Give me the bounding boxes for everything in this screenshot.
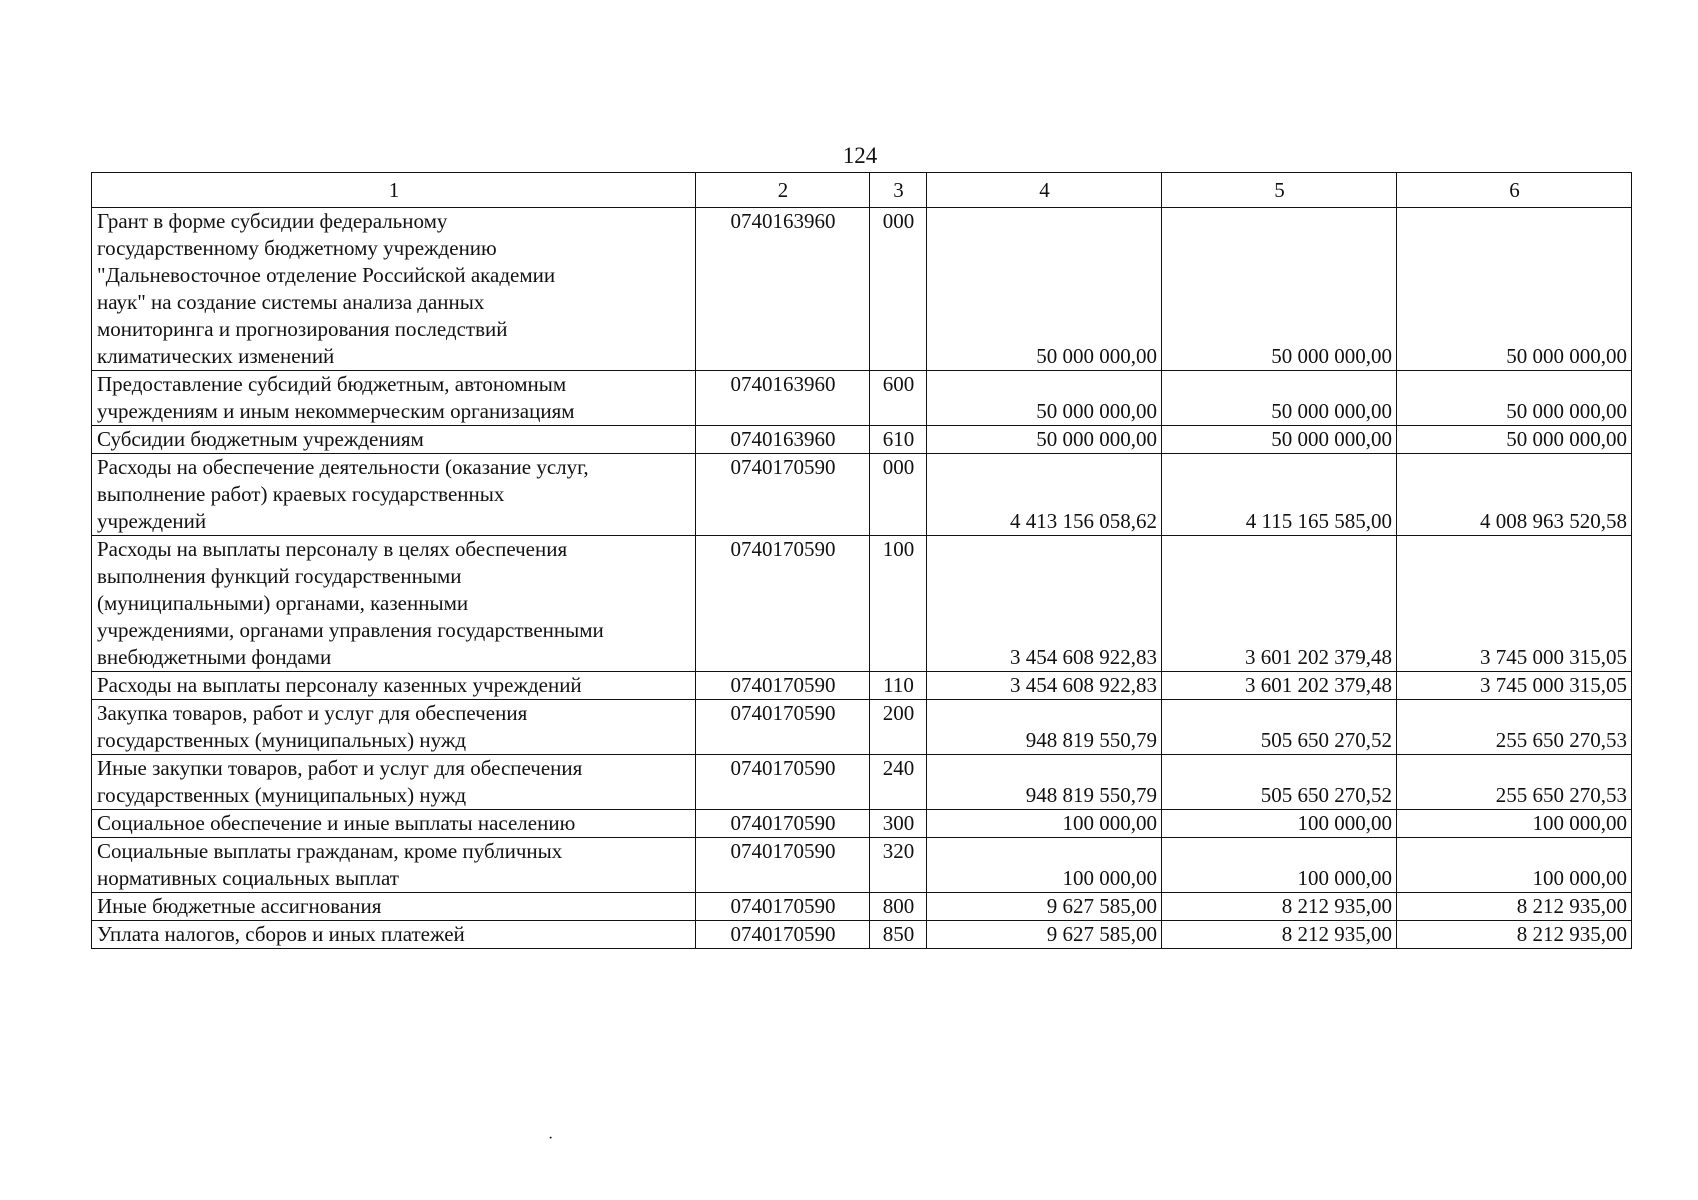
- header-cell-6: 6: [1397, 173, 1632, 208]
- expense-name-line: Социальные выплаты гражданам, кроме публичных: [97, 839, 563, 863]
- expense-name-line: Социальное обеспечение и иные выплаты населению: [97, 811, 576, 835]
- target-article-code: 0740163960: [696, 426, 870, 454]
- expense-name-line: Расходы на обеспечение деятельности (оказание услуг,: [97, 455, 589, 479]
- amount-year-3: 50 000 000,00: [1397, 371, 1632, 426]
- expense-name-line: "Дальневосточное отделение Российской академии: [97, 263, 556, 287]
- amount-year-2: 50 000 000,00: [1162, 208, 1397, 371]
- amount-year-2: 3 601 202 379,48: [1162, 672, 1397, 700]
- expense-name: [92, 838, 696, 893]
- expense-name-line: учреждениям и иным некоммерческим организациям: [97, 399, 575, 423]
- table-row: [92, 454, 1632, 536]
- amount-year-2: 8 212 935,00: [1162, 921, 1397, 949]
- expense-type-code: 200: [870, 700, 927, 755]
- expense-name-line: учреждений: [97, 509, 207, 533]
- amount-year-2: 50 000 000,00: [1162, 371, 1397, 426]
- amount-year-1: 4 413 156 058,62: [927, 454, 1162, 536]
- target-article-code: 0740163960: [696, 371, 870, 426]
- expense-name-line: Грант в форме субсидии федеральному: [97, 209, 448, 233]
- expense-name: [92, 426, 696, 454]
- amount-year-1: 3 454 608 922,83: [927, 672, 1162, 700]
- expense-name: [92, 893, 696, 921]
- expense-type-code: 850: [870, 921, 927, 949]
- stray-dot: ·: [548, 1130, 554, 1147]
- expense-type-code: 000: [870, 454, 927, 536]
- table-row: [92, 838, 1632, 893]
- table-row: [92, 536, 1632, 672]
- amount-year-1: 50 000 000,00: [927, 426, 1162, 454]
- amount-year-2: 100 000,00: [1162, 838, 1397, 893]
- expense-name-line: мониторинга и прогнозирования последствий: [97, 317, 508, 341]
- budget-table-body: [92, 173, 1632, 949]
- expense-name-line: нормативных социальных выплат: [97, 866, 399, 890]
- expense-name: [92, 536, 696, 672]
- expense-name-line: (муниципальными) органами, казенными: [97, 591, 469, 615]
- amount-year-1: 9 627 585,00: [927, 921, 1162, 949]
- expense-name-line: Иные закупки товаров, работ и услуг для обеспечения: [97, 756, 583, 780]
- amount-year-3: 100 000,00: [1397, 838, 1632, 893]
- expense-name: [92, 700, 696, 755]
- expense-type-code: 600: [870, 371, 927, 426]
- expense-type-code: 110: [870, 672, 927, 700]
- table-row: [92, 810, 1632, 838]
- expense-name: [92, 810, 696, 838]
- header-cell-2: 2: [696, 173, 870, 208]
- amount-year-1: 100 000,00: [927, 838, 1162, 893]
- header-cell-5: 5: [1162, 173, 1397, 208]
- expense-type-code: 320: [870, 838, 927, 893]
- table-row: [92, 893, 1632, 921]
- amount-year-3: 4 008 963 520,58: [1397, 454, 1632, 536]
- amount-year-2: 3 601 202 379,48: [1162, 536, 1397, 672]
- expense-name-line: выполнения функций государственными: [97, 564, 462, 588]
- target-article-code: 0740170590: [696, 454, 870, 536]
- table-row: [92, 426, 1632, 454]
- header-cell-4: 4: [927, 173, 1162, 208]
- target-article-code: 0740170590: [696, 810, 870, 838]
- target-article-code: 0740170590: [696, 700, 870, 755]
- expense-name-line: Субсидии бюджетным учреждениям: [97, 427, 424, 451]
- amount-year-2: 4 115 165 585,00: [1162, 454, 1397, 536]
- expense-name: [92, 208, 696, 371]
- expense-name-line: государственных (муниципальных) нужд: [97, 783, 467, 807]
- table-row: [92, 672, 1632, 700]
- expense-name-line: учреждениями, органами управления государственными: [97, 618, 604, 642]
- expense-type-code: 300: [870, 810, 927, 838]
- expense-name-line: наук" на создание системы анализа данных: [97, 290, 485, 314]
- amount-year-1: 948 819 550,79: [927, 755, 1162, 810]
- target-article-code: 0740170590: [696, 921, 870, 949]
- amount-year-2: 50 000 000,00: [1162, 426, 1397, 454]
- expense-name-line: Закупка товаров, работ и услуг для обеспечения: [97, 701, 528, 725]
- expense-name: [92, 921, 696, 949]
- target-article-code: 0740170590: [696, 536, 870, 672]
- amount-year-2: 100 000,00: [1162, 810, 1397, 838]
- expense-name-line: Предоставление субсидий бюджетным, автономным: [97, 372, 567, 396]
- page-number: 124: [842, 143, 878, 168]
- target-article-code: 0740170590: [696, 672, 870, 700]
- header-row: [92, 173, 1632, 208]
- target-article-code: 0740170590: [696, 893, 870, 921]
- amount-year-3: 3 745 000 315,05: [1397, 536, 1632, 672]
- amount-year-1: 3 454 608 922,83: [927, 536, 1162, 672]
- target-article-code: 0740163960: [696, 208, 870, 371]
- amount-year-3: 255 650 270,53: [1397, 700, 1632, 755]
- table-row: [92, 700, 1632, 755]
- amount-year-3: 50 000 000,00: [1397, 208, 1632, 371]
- amount-year-1: 50 000 000,00: [927, 371, 1162, 426]
- amount-year-3: 255 650 270,53: [1397, 755, 1632, 810]
- amount-year-3: 3 745 000 315,05: [1397, 672, 1632, 700]
- expense-name-line: государственному бюджетному учреждению: [97, 236, 497, 260]
- amount-year-1: 50 000 000,00: [927, 208, 1162, 371]
- expense-name-line: выполнение работ) краевых государственных: [97, 482, 505, 506]
- table-row: [92, 921, 1632, 949]
- amount-year-2: 8 212 935,00: [1162, 893, 1397, 921]
- expense-type-code: 610: [870, 426, 927, 454]
- expense-type-code: 100: [870, 536, 927, 672]
- expense-name-line: внебюджетными фондами: [97, 645, 332, 669]
- amount-year-1: 100 000,00: [927, 810, 1162, 838]
- amount-year-1: 9 627 585,00: [927, 893, 1162, 921]
- expense-name-line: Расходы на выплаты персоналу казенных учреждений: [97, 673, 582, 697]
- budget-table: [91, 172, 1632, 949]
- expense-name: [92, 371, 696, 426]
- table-row: [92, 371, 1632, 426]
- expense-name-line: государственных (муниципальных) нужд: [97, 728, 467, 752]
- amount-year-3: 50 000 000,00: [1397, 426, 1632, 454]
- header-cell-3: 3: [870, 173, 927, 208]
- expense-name-line: Расходы на выплаты персоналу в целях обеспечения: [97, 537, 568, 561]
- header-cell-1: 1: [92, 173, 696, 208]
- amount-year-3: 8 212 935,00: [1397, 893, 1632, 921]
- table-row: [92, 755, 1632, 810]
- expense-name-line: климатических изменений: [97, 344, 335, 368]
- expense-name: [92, 755, 696, 810]
- target-article-code: 0740170590: [696, 838, 870, 893]
- amount-year-1: 948 819 550,79: [927, 700, 1162, 755]
- expense-name-line: Уплата налогов, сборов и иных платежей: [97, 922, 465, 946]
- amount-year-3: 100 000,00: [1397, 810, 1632, 838]
- expense-name-line: Иные бюджетные ассигнования: [97, 894, 382, 918]
- target-article-code: 0740170590: [696, 755, 870, 810]
- expense-type-code: 000: [870, 208, 927, 371]
- expense-name: [92, 672, 696, 700]
- expense-type-code: 800: [870, 893, 927, 921]
- amount-year-3: 8 212 935,00: [1397, 921, 1632, 949]
- amount-year-2: 505 650 270,52: [1162, 755, 1397, 810]
- table-row: [92, 208, 1632, 371]
- amount-year-2: 505 650 270,52: [1162, 700, 1397, 755]
- expense-type-code: 240: [870, 755, 927, 810]
- expense-name: [92, 454, 696, 536]
